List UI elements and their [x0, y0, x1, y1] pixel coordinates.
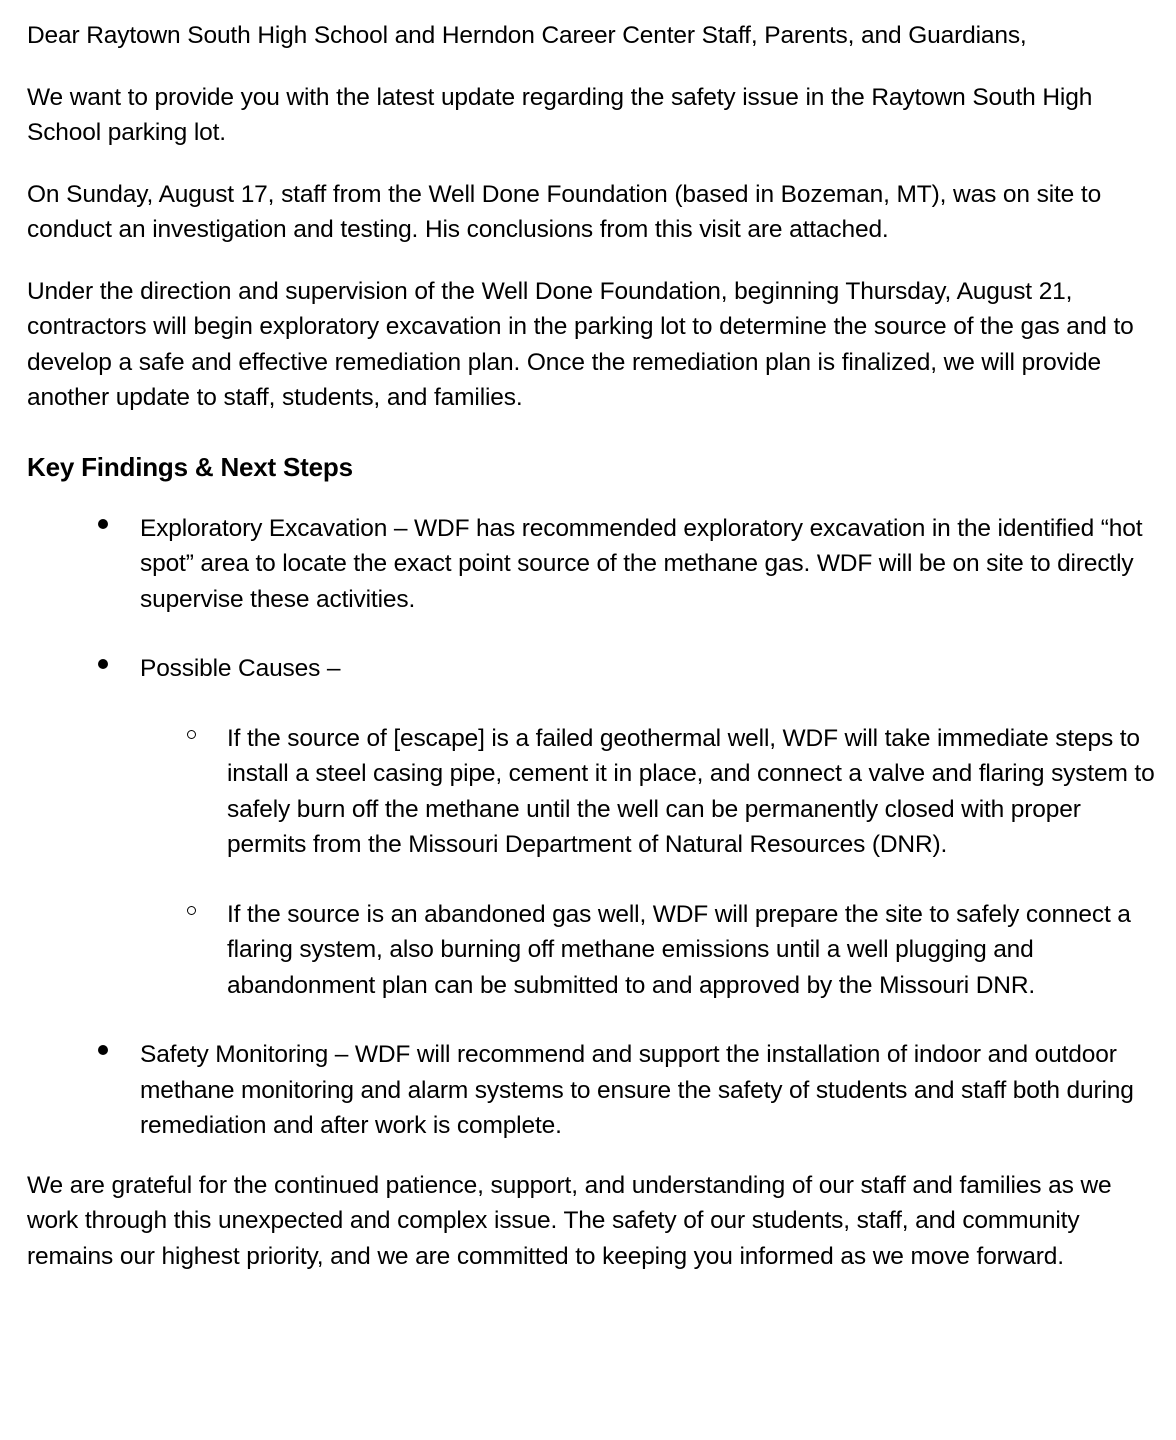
- list-item-text: If the source is an abandoned gas well, WDF will prepare the site to safely connect a flaring system, also burning off methane emissions until a well plugging and abandonment plan can be submitted to and approved by the Missouri DNR.: [227, 900, 1131, 999]
- list-item-text: Safety Monitoring – WDF will recommend and support the installation of indoor and outdoor methane monitoring and alarm systems to ensure the safety of students and staff both during remediation and after work is complete.: [140, 1041, 1134, 1139]
- bullet-disc-icon: [98, 651, 112, 687]
- closing-paragraph: We are grateful for the continued patience, support, and understanding of our staff and families as we work through this unexpected and complex issue. The safety of our students, staff, and community remains our highest priority, and we are committed to keeping you informed as we move forward.: [27, 1171, 1112, 1270]
- bullet-disc-icon: [98, 1037, 112, 1073]
- possible-causes-sublist: [140, 721, 1160, 1004]
- salutation-paragraph: Dear Raytown South High School and Herndon Career Center Staff, Parents, and Guardians,: [27, 22, 1027, 49]
- list-item: [27, 511, 1160, 618]
- list-item: [27, 651, 1160, 1003]
- intro-paragraph: We want to provide you with the latest update regarding the safety issue in the Raytown South High School parking lot.: [27, 83, 1093, 146]
- bullet-disc-icon: [98, 511, 112, 547]
- bullet-circle-icon: [187, 721, 201, 757]
- list-item-text: Exploratory Excavation – WDF has recommended exploratory excavation in the identified “hot spot” area to locate the exact point source of the methane gas. WDF will be on site to directly supervise these activities.: [140, 514, 1143, 613]
- key-findings-list: [27, 511, 1160, 1144]
- page-title: Key Findings & Next Steps: [27, 451, 353, 482]
- list-item-text: If the source of [escape] is a failed geothermal well, WDF will take immediate steps to install a steel casing pipe, cement it in place, and connect a valve and flaring system to safely burn off the methane until the well can be permanently closed with proper permits from the Missouri Department of Natural Resources (DNR).: [227, 724, 1155, 858]
- excavation-plan-paragraph: Under the direction and supervision of the Well Done Foundation, beginning Thursday, August 21, contractors will begin exploratory excavation in the parking lot to determine the source of the gas and to develop a safe and effective remediation plan. Once the remediation plan is finalized, we will provide another update to staff, students, and families.: [27, 277, 1134, 411]
- list-item: [140, 721, 1160, 863]
- investigation-paragraph: On Sunday, August 17, staff from the Well Done Foundation (based in Bozeman, MT), was on site to conduct an investigation and testing. His conclusions from this visit are attached.: [27, 180, 1102, 243]
- bullet-circle-icon: [187, 897, 201, 933]
- list-item: [27, 1037, 1160, 1144]
- list-item-text: Possible Causes –: [140, 655, 341, 682]
- list-item: [140, 897, 1160, 1004]
